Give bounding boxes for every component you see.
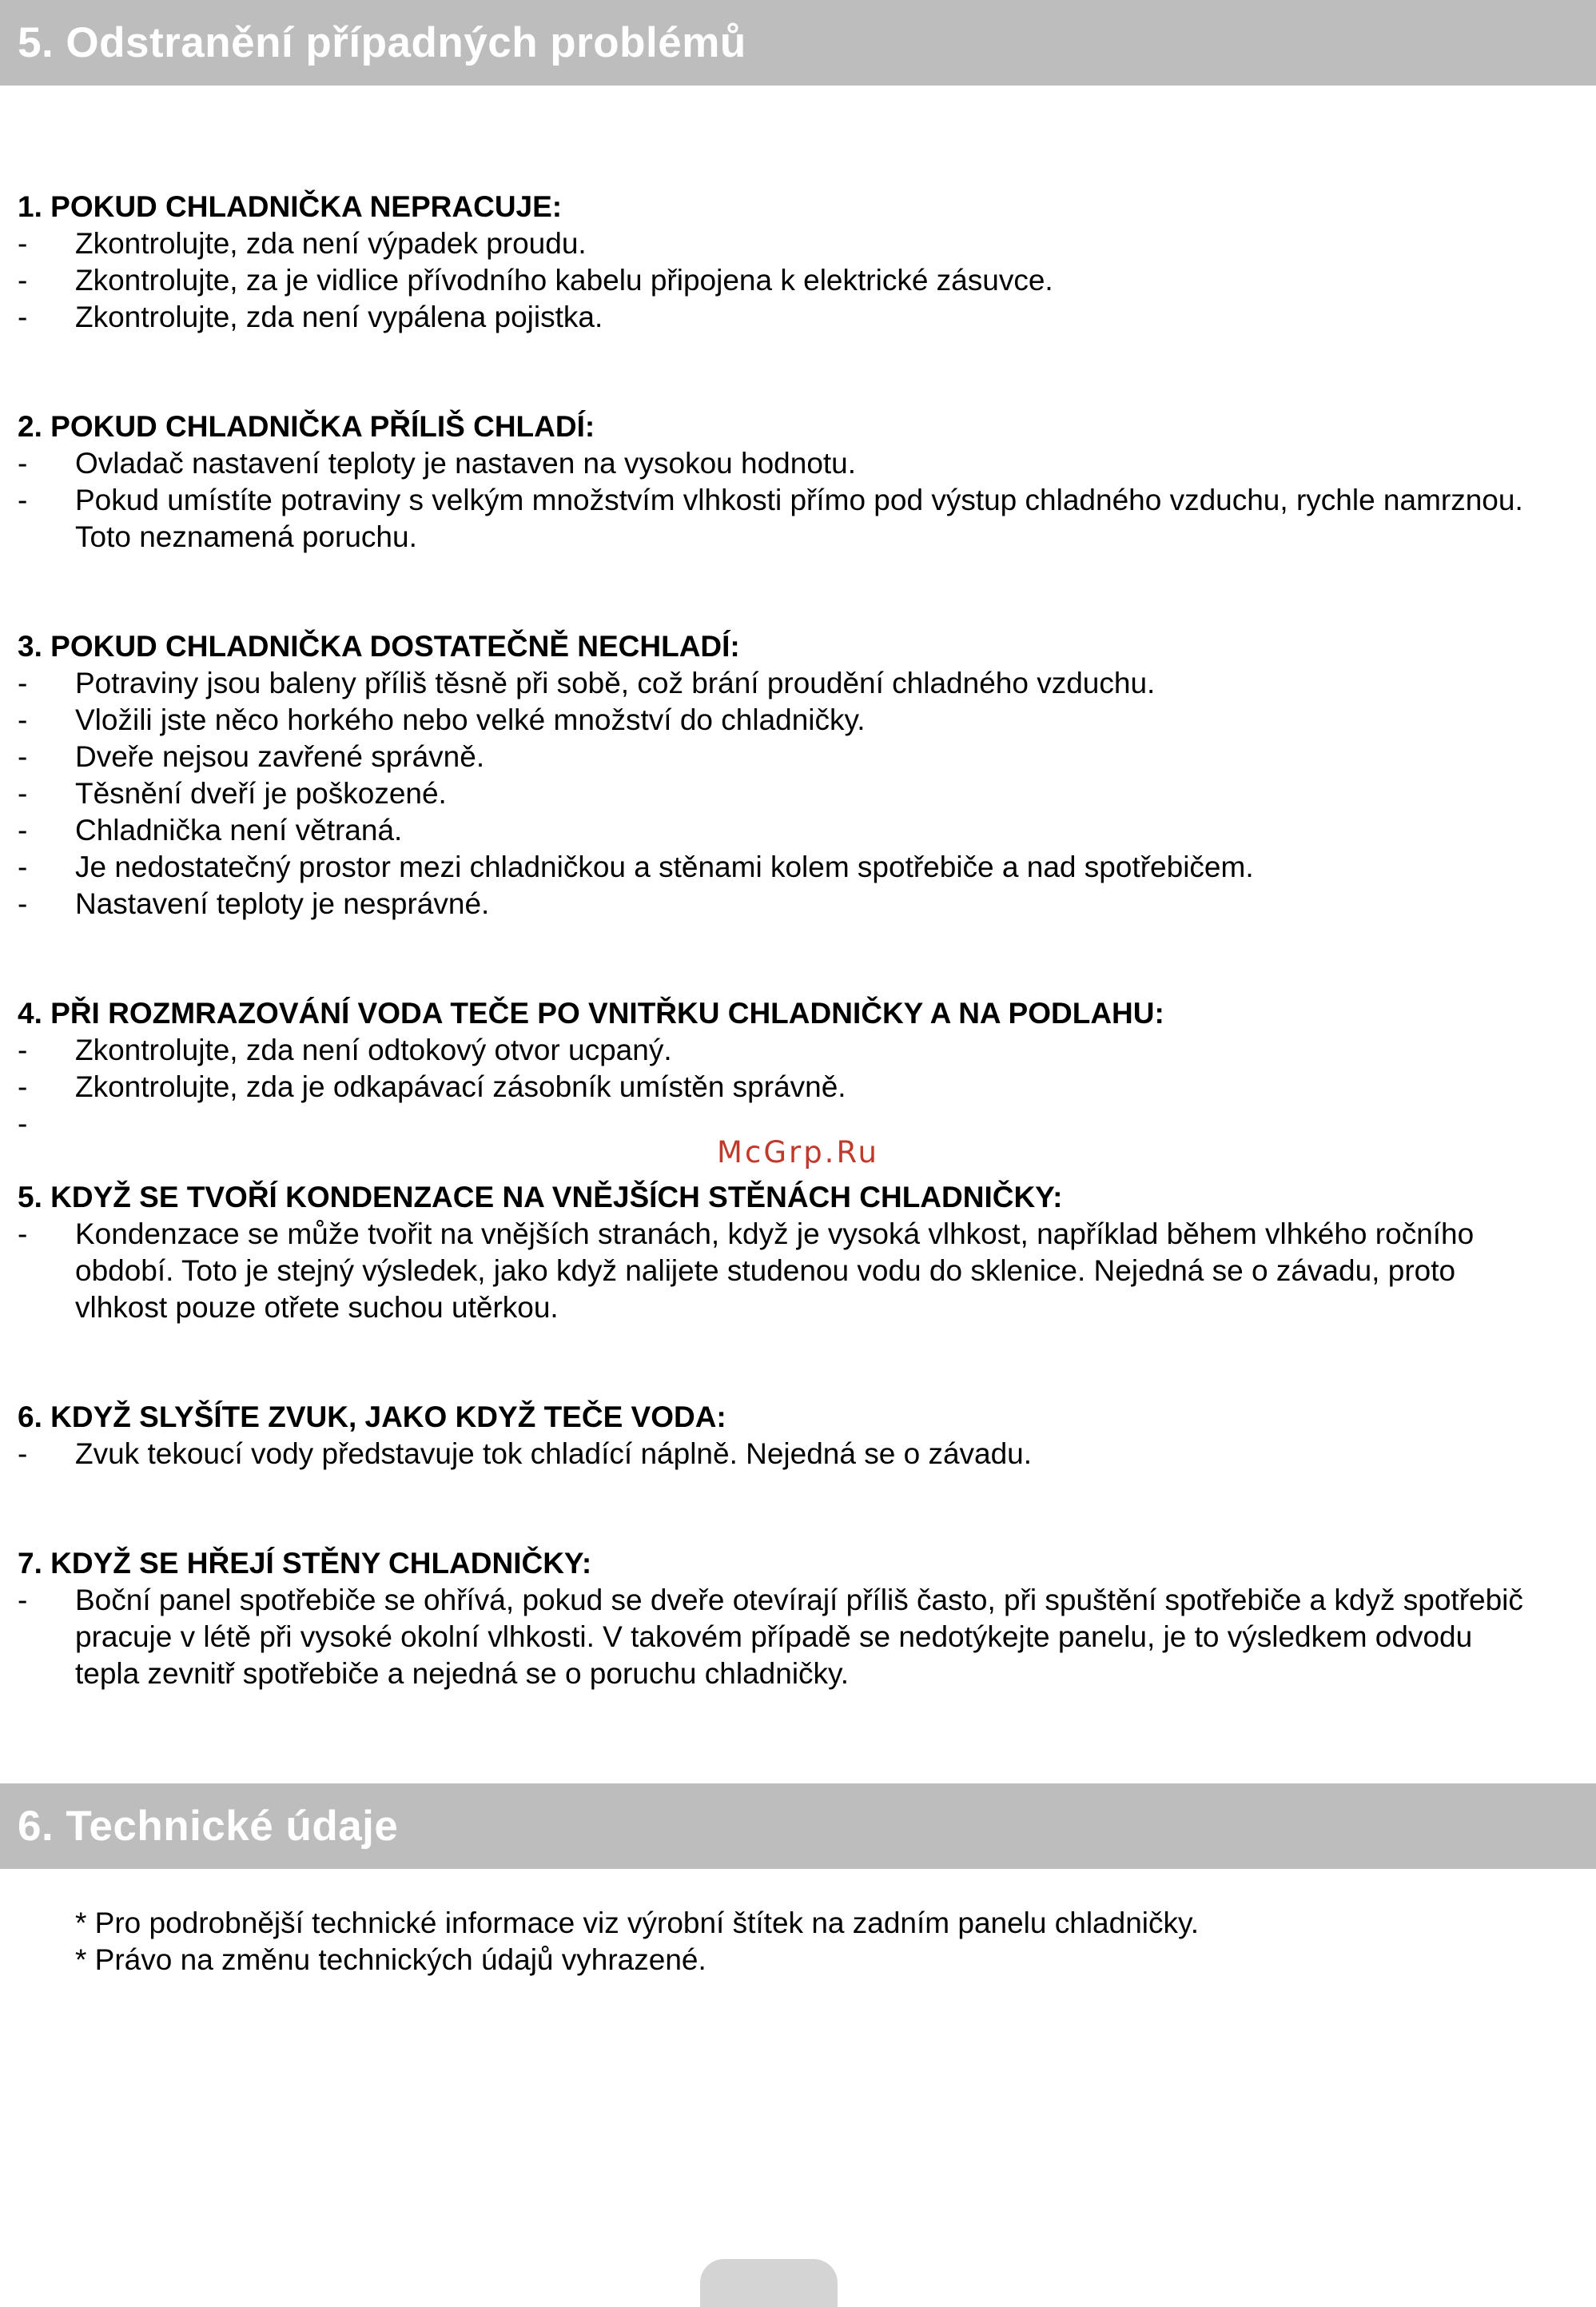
list-marker: - bbox=[18, 851, 28, 883]
problem-section bbox=[18, 628, 1568, 922]
list-item-text: Zkontrolujte, zda není odtokový otvor ucpaný. bbox=[75, 1034, 672, 1066]
page-number-tab bbox=[700, 2259, 838, 2307]
list-marker: - bbox=[18, 447, 28, 480]
list-item bbox=[18, 1216, 1568, 1326]
list-item-text: Zkontrolujte, zda není vypálena pojistka. bbox=[75, 301, 603, 333]
list-item-text: Dveře nejsou zavřené správně. bbox=[75, 740, 485, 773]
list-marker: - bbox=[18, 1584, 28, 1616]
problem-section bbox=[18, 408, 1568, 556]
problem-list bbox=[18, 665, 1568, 922]
list-marker: - bbox=[18, 264, 28, 297]
technical-note: * Pro podrobnější technické informace viz výrobní štítek na zadním panelu chladničky. bbox=[75, 1907, 1200, 1939]
list-marker: - bbox=[18, 1437, 28, 1470]
list-item-text: Je nedostatečný prostor mezi chladničkou a stěnami kolem spotřebiče a nad spotřebičem. bbox=[75, 851, 1254, 883]
problem-list bbox=[18, 225, 1568, 336]
technical-notes bbox=[75, 1905, 1199, 1978]
list-item bbox=[18, 1032, 1568, 1069]
list-marker: - bbox=[18, 484, 28, 516]
problem-section bbox=[18, 189, 1568, 336]
list-marker: - bbox=[18, 703, 28, 736]
list-item bbox=[18, 665, 1568, 702]
list-item-text: Vložili jste něco horkého nebo velké množství do chladničky. bbox=[75, 703, 866, 736]
list-item bbox=[18, 1582, 1568, 1692]
list-item bbox=[18, 849, 1568, 886]
list-marker: - bbox=[18, 1107, 28, 1140]
problem-heading: 5. KDYŽ SE TVOŘÍ KONDENZACE NA VNĚJŠÍCH STĚNÁCH CHLADNIČKY: bbox=[18, 1181, 1063, 1213]
problem-section bbox=[18, 1545, 1568, 1692]
problem-list bbox=[18, 445, 1568, 556]
list-marker: - bbox=[18, 1070, 28, 1103]
list-item-text: Chladnička není větraná. bbox=[75, 814, 403, 847]
list-item bbox=[18, 262, 1568, 299]
list-marker: - bbox=[18, 814, 28, 847]
list-item-text: Ovladač nastavení teploty je nastaven na vysokou hodnotu. bbox=[75, 447, 857, 480]
problem-heading: 6. KDYŽ SLYŠÍTE ZVUK, JAKO KDYŽ TEČE VODA: bbox=[18, 1401, 726, 1433]
problem-heading: 4. PŘI ROZMRAZOVÁNÍ VODA TEČE PO VNITŘKU CHLADNIČKY A NA PODLAHU: bbox=[18, 997, 1164, 1030]
problem-section bbox=[18, 1179, 1568, 1326]
list-item-text: Zkontrolujte, zda není výpadek proudu. bbox=[75, 227, 587, 260]
list-item bbox=[18, 702, 1568, 739]
list-item bbox=[18, 775, 1568, 812]
list-item-text: Zvuk tekoucí vody představuje tok chladící náplně. Nejedná se o závadu. bbox=[75, 1437, 1033, 1470]
list-item bbox=[18, 812, 1568, 849]
list-item bbox=[18, 739, 1568, 775]
list-marker: - bbox=[18, 301, 28, 333]
list-marker: - bbox=[18, 1217, 28, 1250]
problem-section bbox=[18, 1399, 1568, 1472]
list-marker: - bbox=[18, 887, 28, 920]
section-title: 6. Technické údaje bbox=[18, 1803, 399, 1850]
list-marker: - bbox=[18, 777, 28, 810]
list-marker: - bbox=[18, 667, 28, 699]
technical-note: * Právo na změnu technických údajů vyhrazené. bbox=[75, 1943, 706, 1976]
problem-heading: 7. KDYŽ SE HŘEJÍ STĚNY CHLADNIČKY: bbox=[18, 1547, 592, 1580]
problem-heading: 3. POKUD CHLADNIČKA DOSTATEČNĚ NECHLADÍ: bbox=[18, 630, 740, 663]
list-item bbox=[18, 445, 1568, 482]
list-item bbox=[18, 886, 1568, 922]
troubleshooting-content bbox=[18, 189, 1568, 1765]
list-item-text: Těsnění dveří je poškozené. bbox=[75, 777, 447, 810]
list-item-text: Kondenzace se může tvořit na vnějších stranách, když je vysoká vlhkost, například během vlhkého ročního období. Toto je stejný výsledek, jako když nalijete studenou vodu do sklenice. Nejedná se o závadu, proto vlhkost pouze otřete suchou utěrkou. bbox=[75, 1217, 1475, 1324]
list-item bbox=[18, 482, 1568, 556]
list-marker: - bbox=[18, 1034, 28, 1066]
list-item bbox=[18, 225, 1568, 262]
section-title: 5. Odstranění případných problémů bbox=[18, 19, 746, 66]
list-item bbox=[18, 1069, 1568, 1106]
list-item-text: Zkontrolujte, zda je odkapávací zásobník umístěn správně. bbox=[75, 1070, 846, 1103]
section-header-technical-data bbox=[0, 1783, 1596, 1869]
list-marker: - bbox=[18, 227, 28, 260]
section-header-troubleshooting bbox=[0, 0, 1596, 86]
watermark: McGrp.Ru bbox=[717, 1135, 879, 1169]
list-item-text: Zkontrolujte, za je vidlice přívodního kabelu připojena k elektrické zásuvce. bbox=[75, 264, 1053, 297]
problem-list bbox=[18, 1436, 1568, 1472]
problem-list bbox=[18, 1216, 1568, 1326]
list-item-text: Pokud umístíte potraviny s velkým množstvím vlhkosti přímo pod výstup chladného vzduchu, rychle namrznou. Toto neznamená poruchu. bbox=[75, 484, 1523, 553]
list-item bbox=[18, 299, 1568, 336]
list-item-text: Potraviny jsou baleny příliš těsně při sobě, což brání proudění chladného vzduchu. bbox=[75, 667, 1156, 699]
list-marker: - bbox=[18, 740, 28, 773]
problem-section bbox=[18, 995, 1568, 1142]
problem-heading: 1. POKUD CHLADNIČKA NEPRACUJE: bbox=[18, 190, 563, 223]
list-item bbox=[18, 1436, 1568, 1472]
problem-list bbox=[18, 1582, 1568, 1692]
list-item-text: Nastavení teploty je nesprávné. bbox=[75, 887, 490, 920]
problem-heading: 2. POKUD CHLADNIČKA PŘÍLIŠ CHLADÍ: bbox=[18, 410, 595, 443]
list-item-text: Boční panel spotřebiče se ohřívá, pokud se dveře otevírají příliš často, při spuštění spotřebiče a když spotřebič pracuje v létě při vysoké okolní vlhkosti. V takovém případě se nedotýkejte panelu, je to výsledkem odvodu tepla zevnitř spotřebiče a nejedná se o poruchu chladničky. bbox=[75, 1584, 1523, 1690]
problem-list bbox=[18, 1032, 1568, 1142]
